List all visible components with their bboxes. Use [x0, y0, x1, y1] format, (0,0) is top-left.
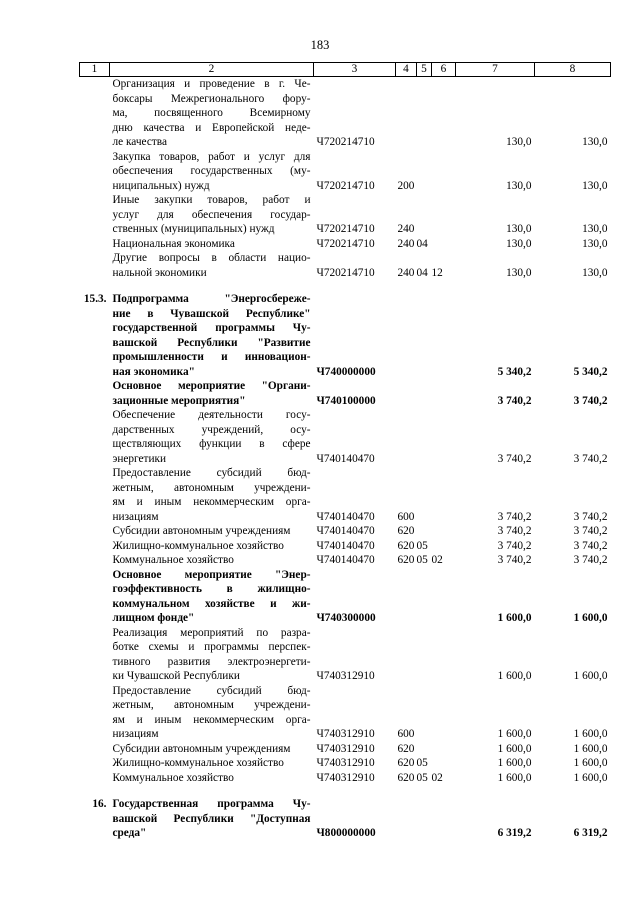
- section-code: [417, 466, 432, 524]
- description-line: жетным, автономным учреждени-: [112, 699, 311, 711]
- description-line: Национальная экономика: [112, 237, 235, 250]
- table-row: [80, 150, 611, 194]
- subsection-code: [432, 742, 456, 757]
- table-row: [80, 771, 611, 786]
- subsection-code: [432, 539, 456, 554]
- description-line: Подпрограмма "Энергосбереже-: [112, 293, 311, 305]
- section-code: [417, 524, 432, 539]
- target-article-code: Ч740312910: [316, 742, 375, 755]
- row-description: [110, 756, 314, 771]
- amount-year-1: 1 600,0: [497, 670, 532, 682]
- table-row: [80, 797, 611, 841]
- description-line: Жилищно-коммунальное хозяйство: [112, 757, 284, 769]
- subsection-code: 02: [431, 771, 443, 784]
- subsection-code: [432, 756, 456, 771]
- column-header-7: 7: [456, 63, 535, 77]
- subsection-code: [432, 797, 456, 841]
- description-line: вашской Республики "Доступная: [112, 812, 311, 825]
- description-line: Закупка товаров, работ и услуг для: [112, 150, 311, 163]
- subsection-code: [432, 77, 456, 150]
- description-line: ниципальных) нужд: [112, 179, 210, 192]
- amount-year-2: 3 740,2: [573, 525, 608, 537]
- description-line: Предоставление субсидий бюд-: [112, 467, 311, 479]
- subsection-code: [432, 466, 456, 524]
- row-description: [110, 553, 314, 568]
- table-row: [80, 292, 611, 379]
- description-line: дарственных учреждений, осу-: [112, 423, 311, 436]
- description-line: дню качества и Европейской неде-: [112, 121, 311, 134]
- description-line: Обеспечение деятельности госу-: [112, 409, 311, 421]
- description-line: Предоставление субсидий бюд-: [112, 684, 311, 697]
- column-header-8: 8: [535, 63, 611, 77]
- subsection-code: [432, 626, 456, 684]
- amount-year-2: 1 600,0: [573, 612, 608, 624]
- target-article-code: Ч740312910: [316, 771, 375, 784]
- target-article-code: Ч740140470: [316, 452, 375, 465]
- description-line: гоэффективность в жилищно-: [112, 583, 311, 595]
- row-index: [80, 193, 110, 237]
- amount-year-1: 3 740,2: [497, 452, 532, 465]
- section-code: [417, 292, 432, 379]
- amount-year-1: 130,0: [506, 237, 532, 250]
- description-line: Иные закупки товаров, работ и: [112, 194, 311, 206]
- description-line: низациям: [112, 510, 159, 523]
- amount-year-1: 3 740,2: [497, 554, 532, 566]
- expense-type-code: [396, 292, 417, 379]
- table-row: [80, 539, 611, 554]
- row-index: [80, 466, 110, 524]
- row-spacer-cell: [80, 280, 611, 292]
- table-row: [80, 237, 611, 252]
- subsection-code: [432, 379, 456, 408]
- amount-year-2: 1 600,0: [573, 670, 608, 682]
- row-description: [110, 193, 314, 237]
- section-code: [417, 568, 432, 626]
- subsection-code: [432, 150, 456, 194]
- expense-type-code: 620: [397, 525, 415, 537]
- section-code: [417, 77, 432, 150]
- row-description: [110, 77, 314, 150]
- row-description: [110, 408, 314, 466]
- column-header-2: 2: [110, 63, 314, 77]
- row-index: [80, 742, 110, 757]
- row-index: [80, 568, 110, 626]
- section-code: 04: [416, 237, 428, 250]
- table-row: [80, 524, 611, 539]
- target-article-code: Ч740100000: [316, 394, 376, 407]
- amount-year-2: 1 600,0: [573, 728, 608, 740]
- description-line: Основное мероприятие "Энер-: [112, 568, 311, 581]
- expense-type-code: [396, 379, 417, 408]
- section-code: 04: [416, 266, 428, 279]
- subsection-code: [432, 524, 456, 539]
- amount-year-1: 6 319,2: [497, 827, 532, 839]
- section-code: [417, 626, 432, 684]
- subsection-code: [432, 237, 456, 252]
- amount-year-2: 130,0: [582, 136, 608, 148]
- amount-year-2: 130,0: [582, 266, 608, 279]
- budget-table: [79, 62, 611, 841]
- target-article-code: Ч740312910: [316, 670, 375, 682]
- expense-type-code: [396, 408, 417, 466]
- description-line: Другие вопросы в области нацио-: [112, 252, 311, 264]
- table-row: [80, 466, 611, 524]
- column-header-4: 4: [396, 63, 417, 77]
- amount-year-2: 3 740,2: [573, 510, 608, 523]
- description-line: Коммунальное хозяйство: [112, 771, 234, 784]
- description-line: ки Чувашской Республики: [112, 670, 240, 682]
- table-row: [80, 626, 611, 684]
- description-line: ная экономика": [112, 365, 195, 378]
- amount-year-2: 1 600,0: [573, 757, 608, 769]
- row-index: [80, 77, 110, 150]
- row-index: [80, 408, 110, 466]
- target-article-code: Ч740312910: [316, 757, 375, 769]
- section-code: [417, 797, 432, 841]
- subsection-code: 02: [431, 554, 443, 566]
- row-description: [110, 771, 314, 786]
- row-index: [80, 771, 110, 786]
- amount-year-2: 1 600,0: [573, 771, 608, 784]
- column-header-6: 6: [432, 63, 456, 77]
- row-description: [110, 797, 314, 841]
- table-row: [80, 742, 611, 757]
- description-line: Субсидии автономным учреждениям: [112, 742, 291, 755]
- description-line: энергетики: [112, 452, 167, 465]
- subsection-code: [432, 193, 456, 237]
- row-spacer-cell: [80, 785, 611, 797]
- expense-type-code: [396, 626, 417, 684]
- description-line: низациям: [112, 728, 159, 740]
- expense-type-code: 600: [397, 510, 415, 523]
- row-description: [110, 150, 314, 194]
- amount-year-2: 130,0: [582, 179, 608, 192]
- table-row: [80, 568, 611, 626]
- description-line: ние в Чувашской Республике": [112, 307, 311, 320]
- row-index: [80, 553, 110, 568]
- row-index: 16.: [92, 798, 107, 810]
- subsection-code: [432, 292, 456, 379]
- row-description: [110, 742, 314, 757]
- subsection-code: [432, 408, 456, 466]
- section-code: 05: [416, 757, 428, 769]
- target-article-code: Ч740140470: [316, 539, 375, 552]
- row-description: [110, 684, 314, 742]
- subsection-code: [432, 568, 456, 626]
- table-row: [80, 553, 611, 568]
- description-line: ботке схемы и программы перспек-: [112, 641, 311, 653]
- column-header-5: 5: [417, 63, 432, 77]
- target-article-code: Ч740140470: [316, 554, 375, 566]
- description-line: обеспечения государственных (му-: [112, 165, 311, 177]
- expense-type-code: 200: [397, 179, 415, 192]
- target-article-code: Ч740312910: [316, 728, 375, 740]
- row-description: [110, 292, 314, 379]
- row-description: [110, 379, 314, 408]
- table-row: [80, 756, 611, 771]
- row-spacer: [80, 785, 611, 797]
- table-row: [80, 193, 611, 237]
- target-article-code: Ч720214710: [316, 266, 375, 279]
- description-line: тивного развития электроэнергети-: [112, 655, 311, 668]
- target-article-code: Ч720214710: [316, 136, 375, 148]
- row-index: [80, 626, 110, 684]
- expense-type-code: 620: [397, 539, 415, 552]
- amount-year-2: 130,0: [582, 237, 608, 250]
- expense-type-code: [396, 568, 417, 626]
- amount-year-1: 3 740,2: [497, 525, 532, 537]
- subsection-code: [432, 684, 456, 742]
- description-line: лищном фонде": [112, 612, 195, 624]
- table-header-row: [80, 63, 611, 77]
- amount-year-1: 1 600,0: [497, 757, 532, 769]
- target-article-code: Ч720214710: [316, 179, 375, 192]
- row-index: [80, 539, 110, 554]
- expense-type-code: [396, 77, 417, 150]
- expense-type-code: 620: [397, 771, 415, 784]
- table-row: [80, 408, 611, 466]
- row-description: [110, 251, 314, 280]
- target-article-code: Ч740300000: [316, 612, 376, 624]
- description-line: ма, посвященного Всемирному: [112, 107, 311, 119]
- amount-year-2: 5 340,2: [573, 365, 608, 378]
- amount-year-1: 1 600,0: [497, 742, 532, 755]
- row-index: [80, 251, 110, 280]
- target-article-code: Ч720214710: [316, 237, 375, 250]
- target-article-code: Ч740000000: [316, 365, 376, 378]
- target-article-code: Ч740140470: [316, 525, 375, 537]
- amount-year-1: 1 600,0: [497, 612, 532, 624]
- amount-year-1: 5 340,2: [497, 365, 532, 378]
- amount-year-2: 3 740,2: [573, 554, 608, 566]
- row-index: [80, 237, 110, 252]
- description-line: Организация и проведение в г. Че-: [112, 78, 311, 90]
- target-article-code: Ч740140470: [316, 510, 375, 523]
- amount-year-1: 1 600,0: [497, 728, 532, 740]
- amount-year-1: 130,0: [506, 136, 532, 148]
- amount-year-2: 3 740,2: [573, 394, 608, 407]
- amount-year-1: 1 600,0: [497, 771, 532, 784]
- expense-type-code: 240: [397, 266, 415, 279]
- section-code: 05: [416, 771, 428, 784]
- amount-year-2: 3 740,2: [573, 539, 608, 552]
- expense-type-code: 620: [397, 742, 415, 755]
- table-row: [80, 684, 611, 742]
- section-code: [417, 684, 432, 742]
- row-index: [80, 379, 110, 408]
- amount-year-1: 3 740,2: [497, 539, 532, 552]
- description-line: Коммунальное хозяйство: [112, 554, 234, 566]
- row-description: [110, 626, 314, 684]
- row-description: [110, 524, 314, 539]
- expense-type-code: 240: [397, 223, 415, 235]
- expense-type-code: 620: [397, 757, 415, 769]
- amount-year-1: 3 740,2: [497, 394, 532, 407]
- amount-year-1: 130,0: [506, 223, 532, 235]
- amount-year-1: 130,0: [506, 266, 532, 279]
- amount-year-1: 130,0: [506, 179, 532, 192]
- description-line: Основное мероприятие "Органи-: [112, 380, 311, 392]
- table-body: [80, 77, 611, 841]
- table-row: [80, 379, 611, 408]
- description-line: боксары Межрегионального фору-: [112, 92, 311, 105]
- amount-year-1: 3 740,2: [497, 510, 532, 523]
- section-code: 05: [416, 554, 428, 566]
- row-spacer: [80, 280, 611, 292]
- description-line: ям и иным некоммерческим орга-: [112, 713, 311, 726]
- row-description: [110, 466, 314, 524]
- section-code: 05: [416, 539, 428, 552]
- column-header-1: 1: [80, 63, 110, 77]
- section-code: [417, 150, 432, 194]
- description-line: среда": [112, 827, 147, 839]
- amount-year-2: 130,0: [582, 223, 608, 235]
- description-line: Жилищно-коммунальное хозяйство: [112, 539, 284, 552]
- section-code: [417, 742, 432, 757]
- target-article-code: Ч720214710: [316, 223, 375, 235]
- description-line: нальной экономики: [112, 266, 207, 279]
- description-line: ям и иным некоммерческим орга-: [112, 496, 311, 508]
- column-header-3: 3: [314, 63, 396, 77]
- row-index: [80, 684, 110, 742]
- amount-year-2: 3 740,2: [573, 452, 608, 465]
- description-line: зационные мероприятия": [112, 394, 246, 407]
- amount-year-2: 1 600,0: [573, 742, 608, 755]
- description-line: государственной программы Чу-: [112, 322, 311, 334]
- row-description: [110, 237, 314, 252]
- table-row: [80, 77, 611, 150]
- description-line: Субсидии автономным учреждениям: [112, 525, 291, 537]
- target-article-code: Ч800000000: [316, 827, 376, 839]
- description-line: услуг для обеспечения государ-: [112, 208, 311, 221]
- description-line: Реализация мероприятий по разра-: [112, 626, 311, 639]
- subsection-code: 12: [431, 266, 443, 279]
- expense-type-code: 240: [397, 237, 415, 250]
- page-number: 183: [310, 38, 330, 52]
- row-description: [110, 539, 314, 554]
- row-description: [110, 568, 314, 626]
- description-line: ственных (муниципальных) нужд: [112, 223, 275, 235]
- expense-type-code: [396, 797, 417, 841]
- description-line: вашской Республики "Развитие: [112, 336, 311, 349]
- section-code: [417, 408, 432, 466]
- description-line: промышленности и инновацион-: [112, 351, 311, 363]
- section-code: [417, 193, 432, 237]
- row-index: [80, 756, 110, 771]
- expense-type-code: 600: [397, 728, 415, 740]
- table-row: [80, 251, 611, 280]
- description-line: коммунальном хозяйстве и жи-: [112, 597, 311, 610]
- description-line: ществляющих функции в сфере: [112, 438, 311, 450]
- row-index: [80, 524, 110, 539]
- description-line: жетным, автономным учреждени-: [112, 481, 311, 494]
- amount-year-2: 6 319,2: [573, 827, 608, 839]
- section-code: [417, 379, 432, 408]
- row-index: [80, 150, 110, 194]
- description-line: Государственная программа Чу-: [112, 798, 311, 810]
- expense-type-code: 620: [397, 554, 415, 566]
- row-index: 15.3.: [83, 293, 107, 305]
- description-line: ле качества: [112, 136, 167, 148]
